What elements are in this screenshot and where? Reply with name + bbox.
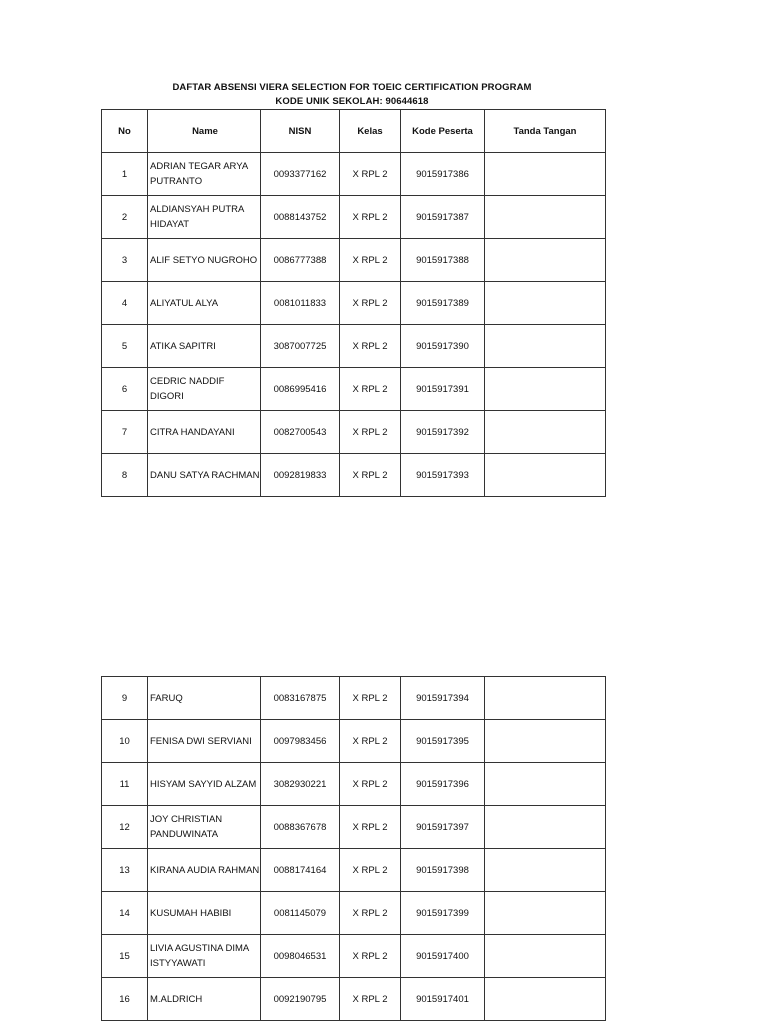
- cell-tanda-tangan[interactable]: [485, 720, 606, 763]
- cell-name: M.ALDRICH: [148, 978, 261, 1021]
- cell-kelas: X RPL 2: [340, 454, 401, 497]
- table-row: [102, 720, 606, 763]
- cell-nisn: 0088174164: [261, 849, 340, 892]
- cell-nisn: 3087007725: [261, 325, 340, 368]
- cell-tanda-tangan[interactable]: [485, 282, 606, 325]
- cell-nisn: 0086995416: [261, 368, 340, 411]
- cell-name: KUSUMAH HABIBI: [148, 892, 261, 935]
- cell-nisn: 0086777388: [261, 239, 340, 282]
- cell-no: 10: [102, 720, 148, 763]
- table-row: [102, 411, 606, 454]
- cell-name: CITRA HANDAYANI: [148, 411, 261, 454]
- cell-no: 6: [102, 368, 148, 411]
- cell-nisn: 0083167875: [261, 677, 340, 720]
- attendance-table-page-1: [101, 109, 606, 497]
- cell-kode-peserta: 9015917391: [401, 368, 485, 411]
- cell-name: ALDIANSYAH PUTRA HIDAYAT: [148, 196, 261, 239]
- cell-tanda-tangan[interactable]: [485, 935, 606, 978]
- cell-kode-peserta: 9015917395: [401, 720, 485, 763]
- cell-tanda-tangan[interactable]: [485, 239, 606, 282]
- cell-kode-peserta: 9015917393: [401, 454, 485, 497]
- cell-kelas: X RPL 2: [340, 677, 401, 720]
- cell-kode-peserta: 9015917388: [401, 239, 485, 282]
- cell-nisn: 0097983456: [261, 720, 340, 763]
- cell-no: 2: [102, 196, 148, 239]
- table-row: [102, 282, 606, 325]
- table-body-page-1: [102, 153, 606, 497]
- cell-tanda-tangan[interactable]: [485, 978, 606, 1021]
- cell-no: 8: [102, 454, 148, 497]
- cell-name: ALIYATUL ALYA: [148, 282, 261, 325]
- cell-nisn: 0092819833: [261, 454, 340, 497]
- cell-kelas: X RPL 2: [340, 325, 401, 368]
- header-tanda-tangan: Tanda Tangan: [485, 110, 606, 153]
- cell-kode-peserta: 9015917389: [401, 282, 485, 325]
- cell-kelas: X RPL 2: [340, 935, 401, 978]
- cell-name: DANU SATYA RACHMAN: [148, 454, 261, 497]
- attendance-table-page-2: [101, 676, 606, 1021]
- cell-nisn: 0092190795: [261, 978, 340, 1021]
- cell-name: JOY CHRISTIAN PANDUWINATA: [148, 806, 261, 849]
- cell-kelas: X RPL 2: [340, 153, 401, 196]
- cell-no: 5: [102, 325, 148, 368]
- cell-no: 4: [102, 282, 148, 325]
- table-row: [102, 806, 606, 849]
- table-row: [102, 196, 606, 239]
- header-no: No: [102, 110, 148, 153]
- table-row: [102, 849, 606, 892]
- cell-name: LIVIA AGUSTINA DIMA ISTYYAWATI: [148, 935, 261, 978]
- cell-kelas: X RPL 2: [340, 411, 401, 454]
- cell-kode-peserta: 9015917398: [401, 849, 485, 892]
- table-row: [102, 763, 606, 806]
- header-kode-peserta: Kode Peserta: [401, 110, 485, 153]
- cell-kode-peserta: 9015917394: [401, 677, 485, 720]
- cell-name: ADRIAN TEGAR ARYA PUTRANTO: [148, 153, 261, 196]
- cell-nisn: 0082700543: [261, 411, 340, 454]
- table-row: [102, 239, 606, 282]
- cell-nisn: 0088367678: [261, 806, 340, 849]
- table-row: [102, 325, 606, 368]
- cell-no: 3: [102, 239, 148, 282]
- cell-no: 9: [102, 677, 148, 720]
- cell-no: 14: [102, 892, 148, 935]
- cell-tanda-tangan[interactable]: [485, 153, 606, 196]
- cell-kode-peserta: 9015917396: [401, 763, 485, 806]
- cell-nisn: 0088143752: [261, 196, 340, 239]
- cell-kelas: X RPL 2: [340, 892, 401, 935]
- table-row: [102, 677, 606, 720]
- cell-tanda-tangan[interactable]: [485, 454, 606, 497]
- cell-name: CEDRIC NADDIF DIGORI: [148, 368, 261, 411]
- header-kelas: Kelas: [340, 110, 401, 153]
- cell-tanda-tangan[interactable]: [485, 196, 606, 239]
- header-nisn: NISN: [261, 110, 340, 153]
- cell-tanda-tangan[interactable]: [485, 763, 606, 806]
- table-row: [102, 935, 606, 978]
- cell-kode-peserta: 9015917390: [401, 325, 485, 368]
- cell-kelas: X RPL 2: [340, 282, 401, 325]
- cell-tanda-tangan[interactable]: [485, 849, 606, 892]
- cell-kelas: X RPL 2: [340, 720, 401, 763]
- cell-tanda-tangan[interactable]: [485, 677, 606, 720]
- cell-kelas: X RPL 2: [340, 196, 401, 239]
- cell-kelas: X RPL 2: [340, 849, 401, 892]
- cell-kode-peserta: 9015917386: [401, 153, 485, 196]
- cell-tanda-tangan[interactable]: [485, 368, 606, 411]
- cell-kode-peserta: 9015917400: [401, 935, 485, 978]
- table-row: [102, 153, 606, 196]
- cell-no: 16: [102, 978, 148, 1021]
- cell-nisn: 3082930221: [261, 763, 340, 806]
- cell-kode-peserta: 9015917399: [401, 892, 485, 935]
- cell-name: ALIF SETYO NUGROHO: [148, 239, 261, 282]
- table-row: [102, 454, 606, 497]
- cell-no: 1: [102, 153, 148, 196]
- cell-name: FARUQ: [148, 677, 261, 720]
- cell-nisn: 0081011833: [261, 282, 340, 325]
- cell-no: 11: [102, 763, 148, 806]
- cell-name: HISYAM SAYYID ALZAM: [148, 763, 261, 806]
- cell-kelas: X RPL 2: [340, 806, 401, 849]
- cell-kelas: X RPL 2: [340, 763, 401, 806]
- school-code-subtitle: KODE UNIK SEKOLAH: 90644618: [275, 96, 429, 107]
- document-title: DAFTAR ABSENSI VIERA SELECTION FOR TOEIC CERTIFICATION PROGRAM: [172, 82, 532, 93]
- table-row: [102, 368, 606, 411]
- cell-kelas: X RPL 2: [340, 239, 401, 282]
- cell-no: 12: [102, 806, 148, 849]
- cell-tanda-tangan[interactable]: [485, 411, 606, 454]
- header-name: Name: [148, 110, 261, 153]
- cell-kelas: X RPL 2: [340, 368, 401, 411]
- cell-nisn: 0081145079: [261, 892, 340, 935]
- cell-kode-peserta: 9015917387: [401, 196, 485, 239]
- cell-tanda-tangan[interactable]: [485, 806, 606, 849]
- cell-nisn: 0098046531: [261, 935, 340, 978]
- cell-kode-peserta: 9015917397: [401, 806, 485, 849]
- table-row: [102, 892, 606, 935]
- table-header-row: [102, 110, 606, 153]
- cell-no: 13: [102, 849, 148, 892]
- cell-name: ATIKA SAPITRI: [148, 325, 261, 368]
- cell-no: 15: [102, 935, 148, 978]
- cell-tanda-tangan[interactable]: [485, 325, 606, 368]
- cell-kelas: X RPL 2: [340, 978, 401, 1021]
- cell-kode-peserta: 9015917401: [401, 978, 485, 1021]
- table-body-page-2: [102, 677, 606, 1021]
- cell-name: KIRANA AUDIA RAHMAN: [148, 849, 261, 892]
- table-row: [102, 978, 606, 1021]
- cell-nisn: 0093377162: [261, 153, 340, 196]
- cell-kode-peserta: 9015917392: [401, 411, 485, 454]
- cell-name: FENISA DWI SERVIANI: [148, 720, 261, 763]
- cell-tanda-tangan[interactable]: [485, 892, 606, 935]
- cell-no: 7: [102, 411, 148, 454]
